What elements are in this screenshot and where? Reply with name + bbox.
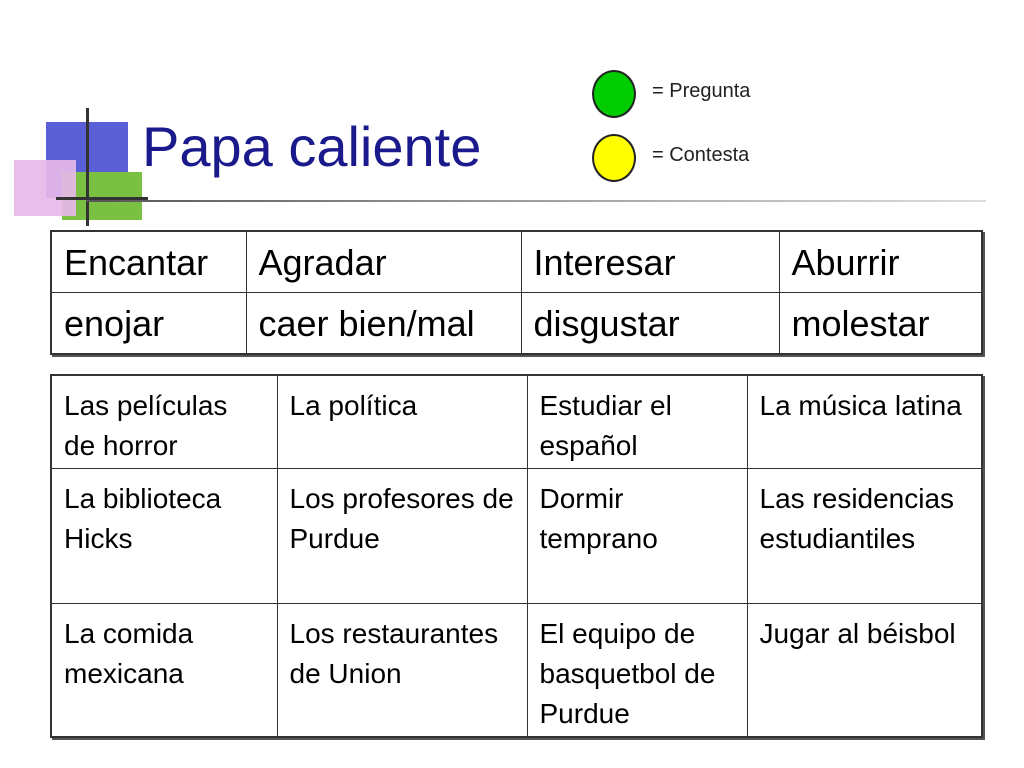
table-cell[interactable]: molestar xyxy=(779,293,982,355)
table-cell[interactable]: Las películas de horror xyxy=(51,375,277,469)
table-cell[interactable]: Aburrir xyxy=(779,231,982,293)
table-cell[interactable]: Las residencias estudiantiles xyxy=(747,469,982,604)
table-cell[interactable]: El equipo de basquetbol de Purdue xyxy=(527,604,747,738)
vertical-rule xyxy=(86,108,89,226)
table-cell[interactable]: La comida mexicana xyxy=(51,604,277,738)
title-underline-rule xyxy=(86,200,986,202)
table-cell[interactable]: La música latina xyxy=(747,375,982,469)
table-row xyxy=(51,604,982,738)
table-cell[interactable]: enojar xyxy=(51,293,246,355)
table-row xyxy=(51,375,982,469)
table-cell[interactable]: disgustar xyxy=(521,293,779,355)
green-circle-icon xyxy=(592,70,636,118)
table-cell[interactable]: Interesar xyxy=(521,231,779,293)
table-cell[interactable]: Encantar xyxy=(51,231,246,293)
table-cell[interactable]: Dormir temprano xyxy=(527,469,747,604)
topics-table xyxy=(50,374,983,738)
table-cell[interactable]: Jugar al béisbol xyxy=(747,604,982,738)
table-cell[interactable]: caer bien/mal xyxy=(246,293,521,355)
table-cell[interactable]: Agradar xyxy=(246,231,521,293)
pink-square-decoration xyxy=(14,160,76,216)
table-cell[interactable]: Estudiar el español xyxy=(527,375,747,469)
table-cell[interactable]: Los profesores de Purdue xyxy=(277,469,527,604)
table-row xyxy=(51,293,982,355)
legend-label-pregunta: = Pregunta xyxy=(652,80,751,102)
table-cell[interactable]: Los restaurantes de Union xyxy=(277,604,527,738)
table-row xyxy=(51,469,982,604)
yellow-circle-icon xyxy=(592,134,636,182)
legend-label-contesta: = Contesta xyxy=(652,144,750,166)
table-cell[interactable]: La política xyxy=(277,375,527,469)
table-cell[interactable]: La biblioteca Hicks xyxy=(51,469,277,604)
table-row xyxy=(51,231,982,293)
verbs-table xyxy=(50,230,983,355)
slide-title: Papa caliente xyxy=(142,115,482,178)
